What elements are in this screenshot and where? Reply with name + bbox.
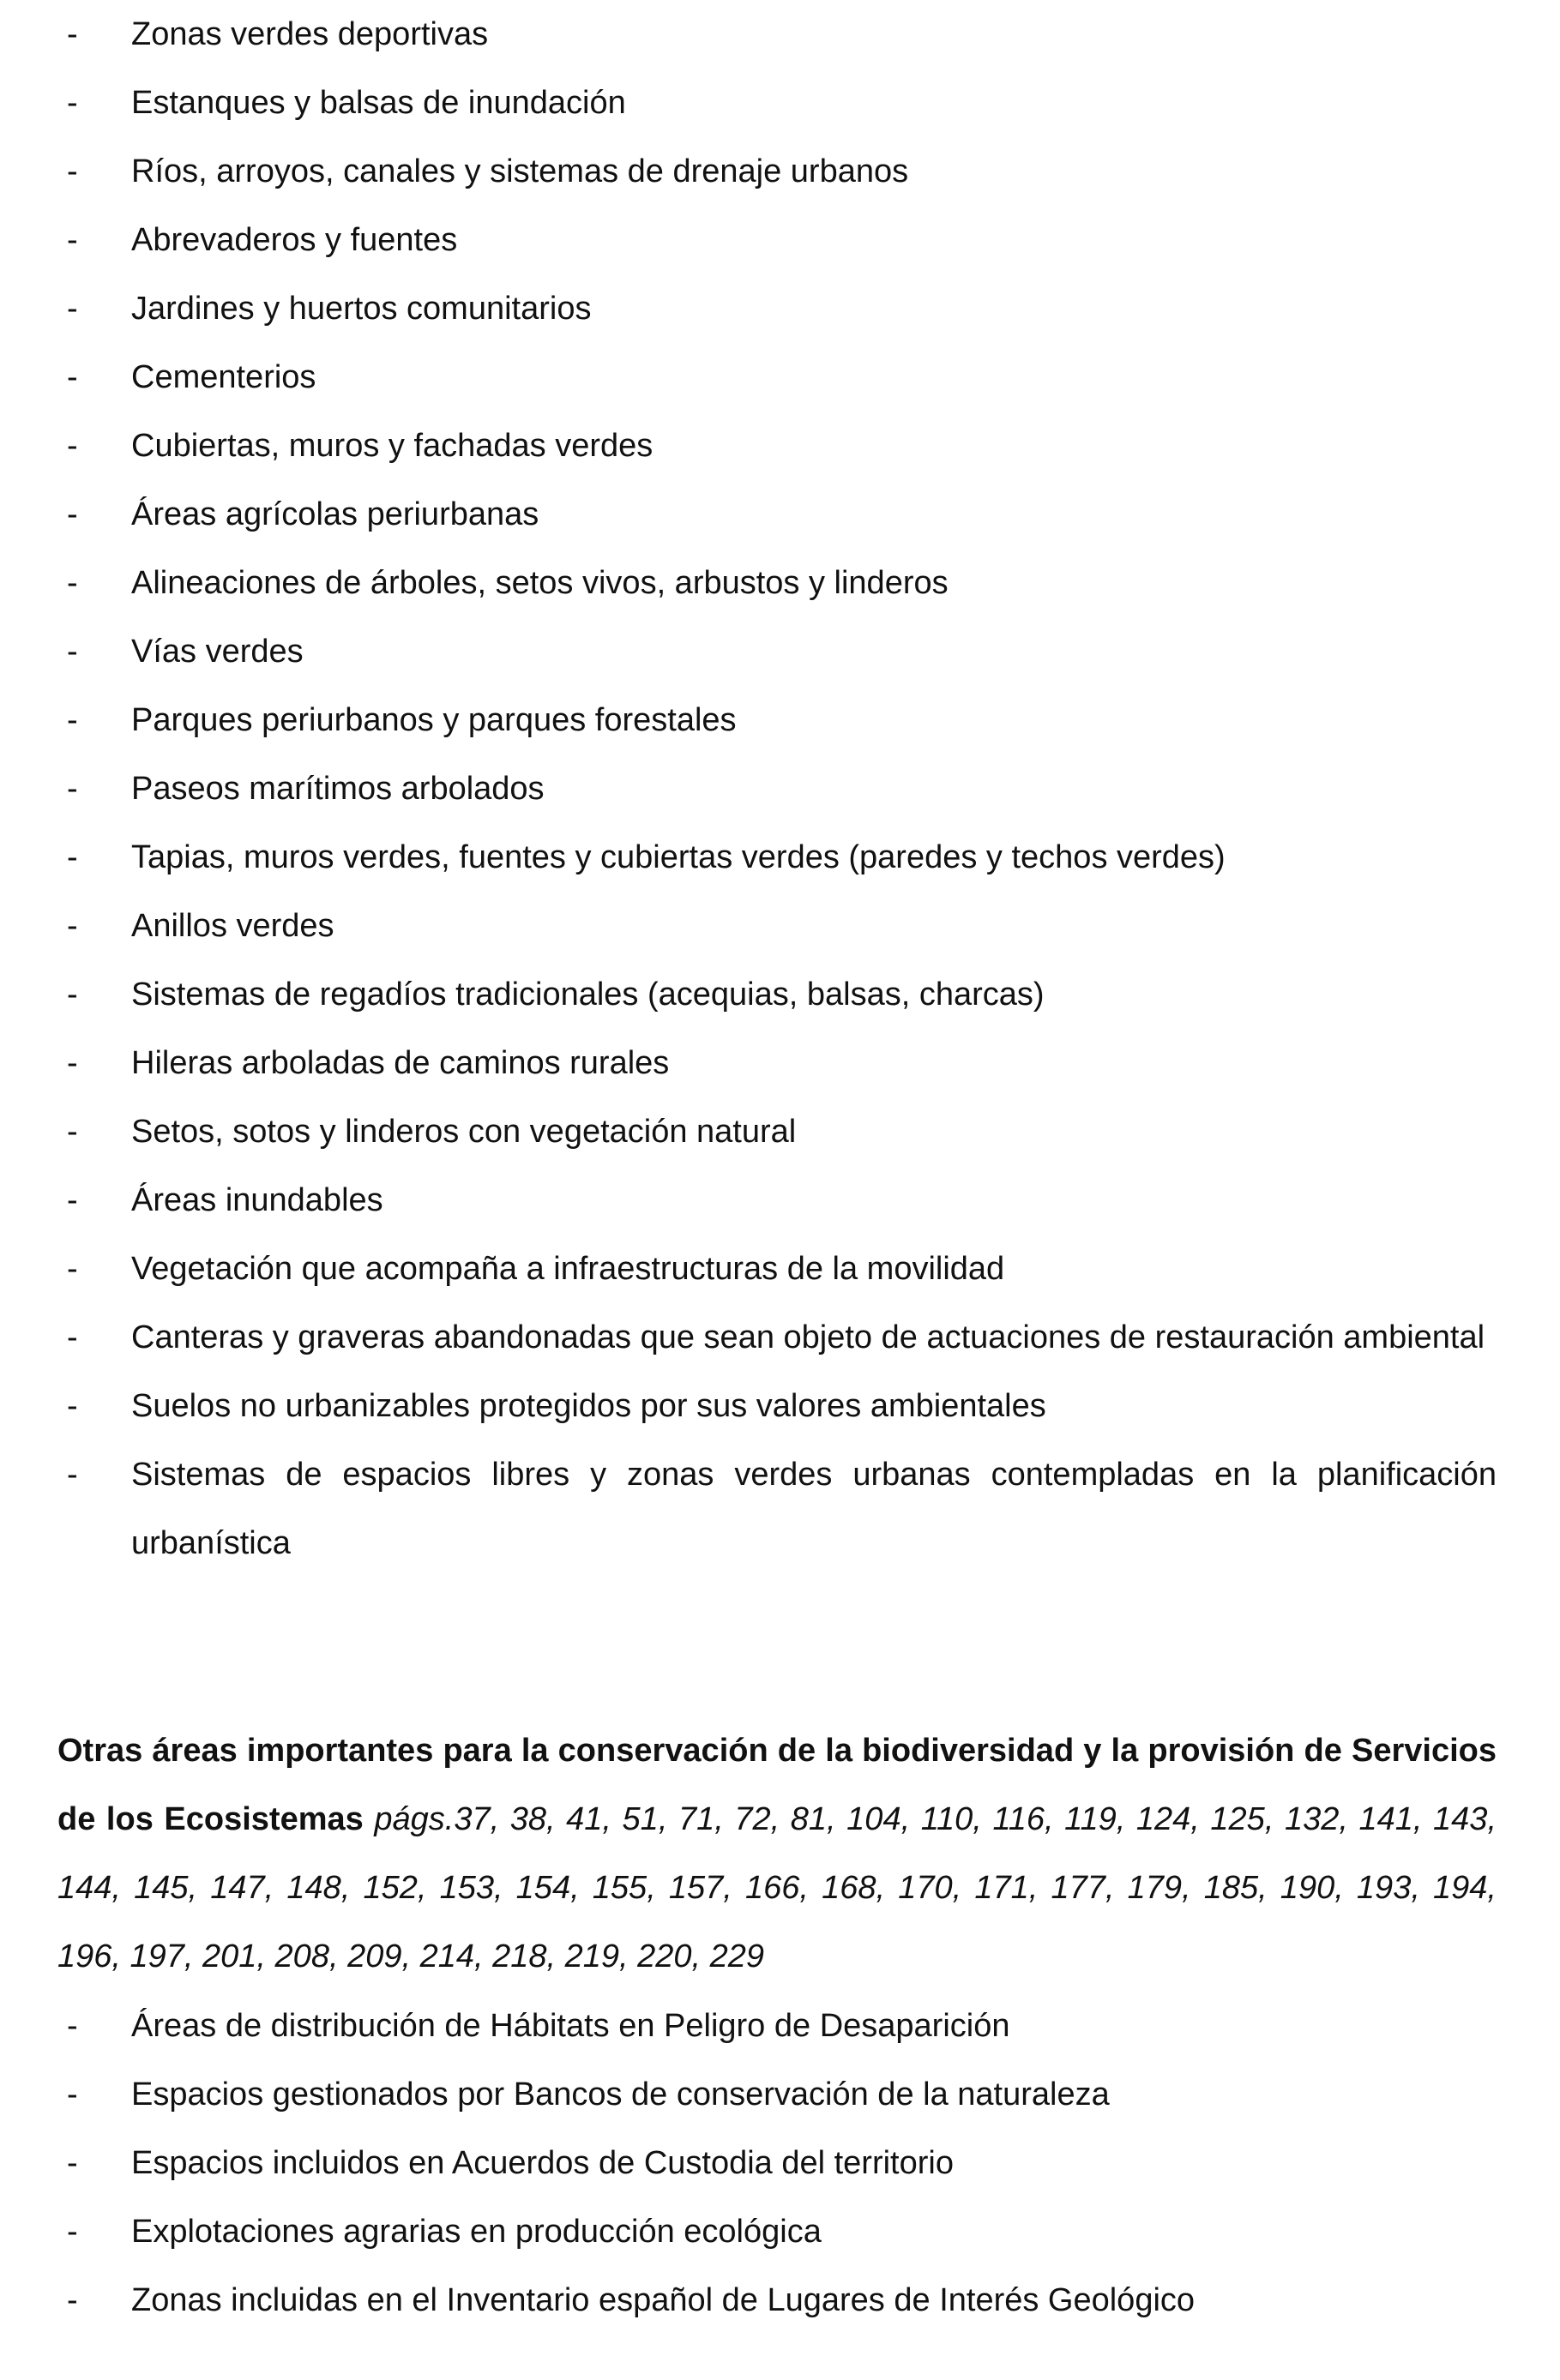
section-heading-title: Otras áreas importantes para la conservación de la biodiversidad y la provisión de Servicios de los Ecosistemas (57, 1733, 1497, 1837)
list-item-text: Áreas de distribución de Hábitats en Peligro de Desaparición (131, 2008, 1010, 2044)
bullet-dash: - (67, 1251, 78, 1287)
section-heading (57, 1716, 1497, 1991)
section-page-references: págs.37, 38, 41, 51, 71, 72, 81, 104, 110, 116, 119, 124, 125, 132, 141, 143, 144, 145, 147, 148, 152, 153, 154, 155, 157, 166, 168, 170, 171, 177, 179, 185, 190, 193, 194, 196, 197, 201, 208, 209, 214, 218, 219, 220, 229 (57, 1801, 1497, 1974)
list-item (0, 1440, 1560, 1578)
list-item-text: Zonas verdes deportivas (131, 16, 489, 52)
list-item-text: Canteras y graveras abandonadas que sean objeto de actuaciones de restauración ambiental (131, 1319, 1485, 1355)
bullet-dash: - (67, 771, 78, 807)
list-item (0, 343, 1560, 412)
bullet-dash: - (67, 222, 78, 258)
list-item-text: Cubiertas, muros y fachadas verdes (131, 428, 654, 464)
bullet-dash: - (67, 565, 78, 601)
bullet-dash: - (67, 1182, 78, 1218)
list-item (0, 549, 1560, 617)
list-item (0, 1029, 1560, 1097)
list-item (0, 1303, 1560, 1372)
list-item-text: Espacios incluidos en Acuerdos de Custodia del territorio (131, 2145, 954, 2181)
list-item-text: Cementerios (131, 359, 316, 395)
bullet-dash: - (67, 634, 78, 670)
list-item (0, 2197, 1560, 2266)
bullet-dash: - (67, 2214, 78, 2250)
list-item-text: Ríos, arroyos, canales y sistemas de drenaje urbanos (131, 153, 909, 189)
bullet-dash: - (67, 2008, 78, 2044)
bullet-dash: - (67, 839, 78, 875)
list-item-text: Zonas incluidas en el Inventario español de Lugares de Interés Geológico (131, 2282, 1196, 2318)
list-item (0, 754, 1560, 823)
list-item-text: Jardines y huertos comunitarios (131, 291, 592, 327)
bullet-dash: - (67, 2076, 78, 2113)
bullet-dash: - (67, 1045, 78, 1081)
list-item (0, 274, 1560, 343)
list-item (0, 823, 1560, 892)
list-item (0, 892, 1560, 960)
bullet-dash: - (67, 2145, 78, 2181)
list-item-text: Tapias, muros verdes, fuentes y cubiertas verdes (paredes y techos verdes) (131, 839, 1226, 875)
list-item-text: Hileras arboladas de caminos rurales (131, 1045, 670, 1081)
list-item (0, 480, 1560, 549)
list-item-text: Vegetación que acompaña a infraestructuras de la movilidad (131, 1251, 1005, 1287)
bullet-dash: - (67, 291, 78, 327)
bullet-dash: - (67, 153, 78, 189)
list-item-text: Sistemas de regadíos tradicionales (acequias, balsas, charcas) (131, 977, 1045, 1013)
bullet-dash: - (67, 496, 78, 532)
list-item (0, 1372, 1560, 1440)
list-item-text: Abrevaderos y fuentes (131, 222, 458, 258)
list-item-text: Paseos marítimos arbolados (131, 771, 545, 807)
list-item-text: Estanques y balsas de inundación (131, 85, 626, 121)
list-item (0, 69, 1560, 137)
bullet-dash: - (67, 702, 78, 738)
bullet-dash: - (67, 1114, 78, 1150)
bullet-dash: - (67, 428, 78, 464)
list-item (0, 2060, 1560, 2129)
list-item-text: Áreas agrícolas periurbanas (131, 496, 539, 532)
bullet-dash: - (67, 1319, 78, 1355)
list-item-text: Vías verdes (131, 634, 304, 670)
list-item-text: Explotaciones agrarias en producción ecológica (131, 2214, 822, 2250)
list-item (0, 960, 1560, 1029)
bullet-dash: - (67, 977, 78, 1013)
list-item (0, 2129, 1560, 2197)
list-item-text: Sistemas de espacios libres y zonas verdes urbanas contempladas en la planificación urbanística (131, 1457, 1497, 1561)
list-item (0, 686, 1560, 754)
bullet-dash: - (67, 2282, 78, 2318)
bullet-dash: - (67, 1457, 78, 1493)
bullet-dash: - (67, 359, 78, 395)
list-item (0, 137, 1560, 206)
list-item-text: Espacios gestionados por Bancos de conservación de la naturaleza (131, 2076, 1110, 2113)
list-item (0, 2266, 1560, 2335)
list-item (0, 1235, 1560, 1303)
list-item-text: Anillos verdes (131, 908, 334, 944)
list-item (0, 206, 1560, 274)
list-item (0, 1097, 1560, 1166)
list-item-text: Alineaciones de árboles, setos vivos, arbustos y linderos (131, 565, 949, 601)
list-item (0, 1992, 1560, 2060)
list-item (0, 617, 1560, 686)
bullet-dash: - (67, 1388, 78, 1424)
list-item-text: Parques periurbanos y parques forestales (131, 702, 737, 738)
list-item-text: Suelos no urbanizables protegidos por sus valores ambientales (131, 1388, 1046, 1424)
other-areas-list (0, 1992, 1560, 2335)
list-item (0, 412, 1560, 480)
list-item-text: Áreas inundables (131, 1182, 383, 1218)
list-item-text: Setos, sotos y linderos con vegetación natural (131, 1114, 797, 1150)
bullet-dash: - (67, 16, 78, 52)
list-item (0, 1166, 1560, 1235)
bullet-dash: - (67, 908, 78, 944)
list-item (0, 0, 1560, 69)
bullet-dash: - (67, 85, 78, 121)
